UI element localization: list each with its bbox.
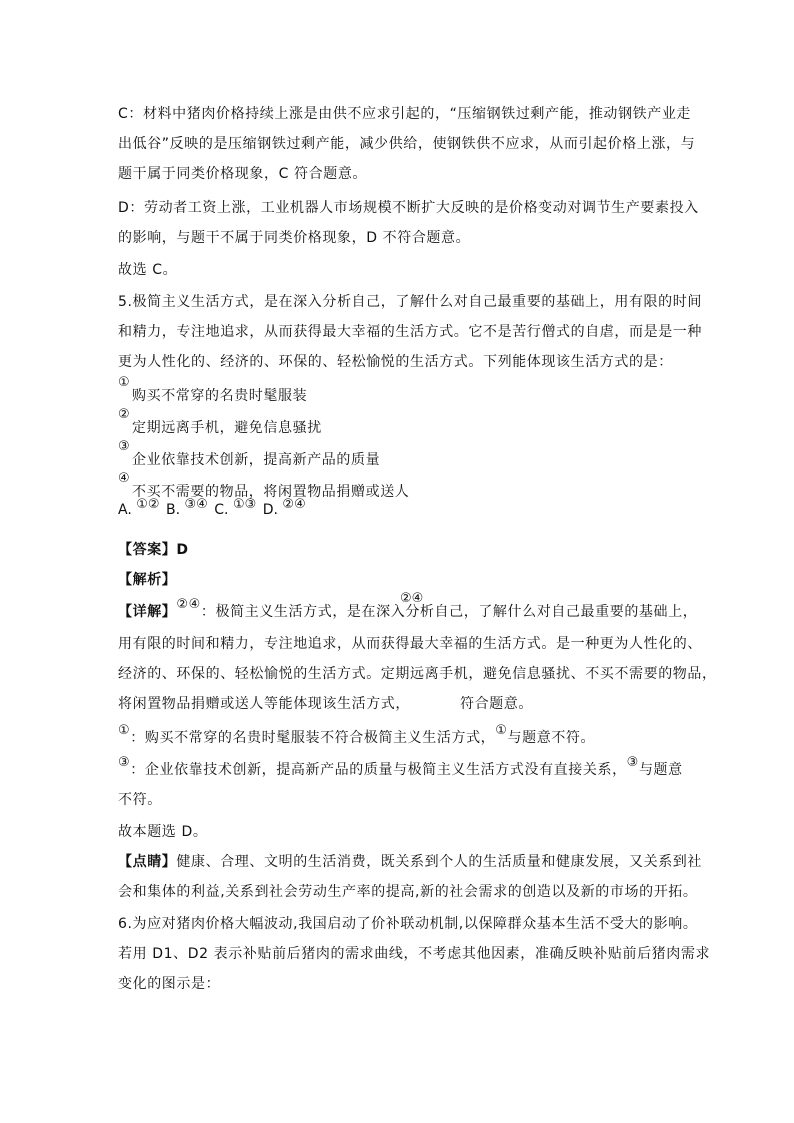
reason-3-line — [118, 755, 683, 781]
answer-line: 【答案】D — [118, 542, 189, 558]
choice-d-value: ②④ — [282, 497, 306, 512]
choice-a-label: A. — [118, 502, 132, 518]
detail-line — [118, 694, 678, 714]
text-line: 和精力，专注地追求，从而获得最大幸福的生活方式。它不是苦行僧式的自虐，而是是一种 — [118, 324, 702, 340]
choice-d-label: D. — [262, 502, 278, 518]
question-6-line: 若用 D1、D2 表示补贴前后猪肉的需求曲线，不考虑其他因素，准确反映补贴前后猪肉需求 — [118, 946, 711, 962]
text-line: C：材料中猪肉价格持续上涨是由供不应求引起的，“压缩钢铁过剩产能，推动钢铁产业走 — [118, 106, 692, 122]
reason-number: ① — [118, 723, 131, 738]
text-line: 故选 C。 — [118, 262, 178, 278]
text-line: D：劳动者工资上涨，工业机器人市场规模不断扩大反映的是价格变动对调节生产要素投入 — [118, 200, 699, 216]
option-number: ③ — [118, 439, 130, 454]
option-number: ④ — [118, 471, 130, 486]
detail-line — [118, 597, 698, 623]
text-line: 的影响，与题干不属于同类价格现象，D 不符合题意。 — [118, 230, 471, 246]
tip-line — [118, 852, 703, 872]
choice-a-value: ①② — [136, 497, 160, 512]
text-line: 出低谷”反映的是压缩钢铁过剩产能，减少供给，使钢铁供不应求，从而引起价格上涨，与 — [118, 136, 696, 152]
reason-number: ③ — [118, 755, 131, 770]
detail-label: 【详解】 — [118, 604, 177, 620]
option-number: ① — [118, 375, 130, 390]
option-text: 购买不常穿的名贵时髦服装 — [132, 388, 308, 404]
answer-choices — [118, 497, 306, 521]
detail-text: 将闲置物品捐赠或送人等能体现该生活方式， — [118, 696, 410, 712]
reason-1-line — [118, 723, 678, 749]
text-line: 题干属于同类价格现象，C 符合题意。 — [118, 166, 368, 182]
detail-text: 符合题意。 — [460, 696, 533, 712]
choice-c-value: ①③ — [232, 497, 257, 512]
reason-3-cont: 不符。 — [118, 792, 162, 808]
tip-text: 健康、合理、文明的生活消费，既关系到个人的生活质量和健康发展，又关系到社 — [176, 854, 703, 870]
choice-c-label: C. — [214, 502, 229, 518]
reason-number: ① — [495, 723, 508, 738]
detail-line: 经济的、环保的、轻松愉悦的生活方式。定期远离手机，避免信息骚扰、不买不需要的物品， — [118, 666, 717, 682]
option-text: 定期远离手机，避免信息骚扰 — [132, 420, 322, 436]
reason-number: ③ — [626, 755, 639, 770]
detail-ref: ②④ — [176, 597, 201, 612]
reason-text: 与题意不符。 — [507, 730, 596, 746]
reason-text: ：企业依靠技术创新，提高新产品的质量与极简主义生活方式没有直接关系， — [130, 762, 627, 778]
text-line: 更为人性化的、经济的、环保的、轻松愉悦的生活方式。下列能体现该生活方式的是： — [118, 354, 673, 370]
tip-label: 【点睛】 — [118, 854, 177, 870]
option-number: ② — [118, 407, 130, 422]
detail-line: 用有限的时间和精力，专注地追求，从而获得最大幸福的生活方式。是一种更为人性化的、 — [118, 636, 702, 652]
question-6-line: 变化的图示是： — [118, 976, 221, 992]
analysis-heading: 【解析】 — [118, 572, 177, 588]
option-text: 不买不需要的物品，将闲置物品捐赠或送人 — [132, 484, 410, 500]
choice-b-label: B. — [166, 502, 181, 518]
choice-b-value: ③④ — [184, 497, 208, 512]
reason-text: 与题意 — [638, 762, 683, 778]
option-text: 企业依靠技术创新，提高新产品的质量 — [132, 452, 381, 468]
question-6-stem: 6.为应对猪肉价格大幅波动,我国启动了价补联动机制,以保障群众基本生活不受大的影响。 — [118, 916, 698, 932]
detail-text: ：极简主义生活方式，是在深入分析自己，了解什么对自己最重要的基础上， — [200, 604, 698, 620]
question-5-stem: 5.极简主义生活方式，是在深入分析自己，了解什么对自己最重要的基础上，用有限的时间 — [118, 294, 702, 310]
tip-line: 会和集体的利益,关系到社会劳动生产率的提高,新的社会需求的创造以及新的市场的开拓。 — [118, 884, 698, 900]
conclusion-line: 故本题选 D。 — [118, 824, 208, 840]
reason-text: ：购买不常穿的名贵时髦服装不符合极简主义生活方式， — [130, 730, 496, 746]
overlay-ref: ②④ — [400, 591, 424, 606]
